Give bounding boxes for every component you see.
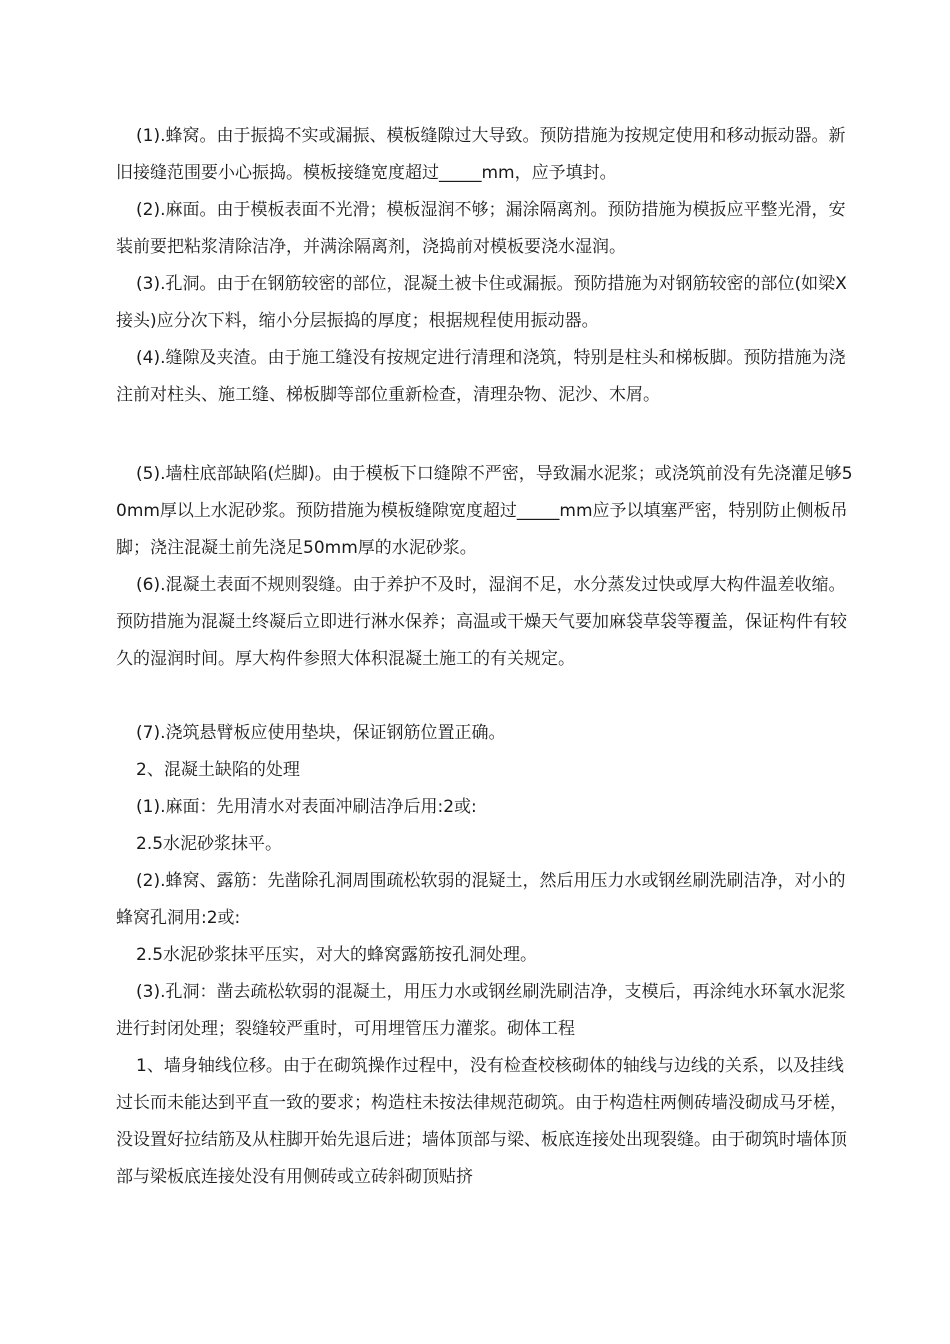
paragraph-treatment-holes: (3).孔洞：凿去疏松软弱的混凝土，用压力水或钢丝刷洗刷洁净，支模后，再涂纯水环氧水泥浆进行封闭处理；裂缝较严重时，可用埋管压力灌浆。砌体工程 xyxy=(116,982,846,1039)
paragraph-surface-cracks: (6).混凝土表面不规则裂缝。由于养护不及时，湿润不足，水分蒸发过快或厚大构件温差收缩。预防措施为混凝土终凝后立即进行淋水保养；高温或干燥天气要加麻袋草袋等覆盖，保证构件有较久的湿润时间。厚大构件参照大体积混凝土施工的有关规定。 xyxy=(116,575,847,669)
paragraph-treatment-pitted: (1).麻面：先用清水对表面冲刷洁净后用:2或: xyxy=(136,797,477,817)
paragraph-wall-column-base: (5).墙柱底部缺陷(烂脚)。由于模板下口缝隙不严密，导致漏水泥浆；或浇筑前没有先浇灌足够50mm厚以上水泥砂浆。预防措施为模板缝隙宽度超过_____mm应予以填塞严密，特别防止侧板吊脚；浇注混凝土前先浇足50mm厚的水泥砂浆。 xyxy=(116,464,853,558)
paragraph-holes: (3).孔洞。由于在钢筋较密的部位，混凝土被卡住或漏振。预防措施为对钢筋较密的部位(如梁X接头)应分次下料，缩小分层振捣的厚度；根据规程使用振动器。 xyxy=(116,274,847,331)
paragraph-treatment-honeycomb: (2).蜂窝、露筋：先凿除孔洞周围疏松软弱的混疑土，然后用压力水或钢丝刷洗刷洁净，对小的蜂窝孔洞用:2或: xyxy=(116,871,846,928)
paragraph-gaps-slag: (4).缝隙及夹渣。由于施工缝没有按规定进行清理和浇筑，特别是柱头和梯板脚。预防措施为浇注前对柱头、施工缝、梯板脚等部位重新检查，清理杂物、泥沙、木屑。 xyxy=(116,348,846,405)
paragraph-treatment-pitted-cont: 2.5水泥砂浆抹平。 xyxy=(136,834,283,854)
section-heading-defect-treatment: 2、混凝土缺陷的处理 xyxy=(136,760,300,780)
paragraph-honeycomb: (1).蜂窝。由于振捣不实或漏振、模板缝隙过大导致。预防措施为按规定使用和移动振动器。新旧接缝范围要小心振捣。模板接缝宽度超过_____mm，应予填封。 xyxy=(116,126,846,183)
paragraph-treatment-honeycomb-cont: 2.5水泥砂浆抹平压实，对大的蜂窝露筋按孔洞处理。 xyxy=(136,945,538,965)
paragraph-cantilever: (7).浇筑悬臂板应使用垫块，保证钢筋位置正确。 xyxy=(136,723,506,743)
paragraph-pitted-surface: (2).麻面。由于模板表面不光滑；模板湿润不够；漏涂隔离剂。预防措施为模扳应平整光滑，安装前要把粘浆清除洁净，并满涂隔离剂，浇捣前对模板要浇水湿润。 xyxy=(116,200,846,257)
paragraph-masonry-axis-shift: 1、墙身轴线位移。由于在砌筑操作过程中，没有检查校核砌体的轴线与边线的关系，以及挂线过长而未能达到平直一致的要求；构造柱未按法律规范砌筑。由于构造柱两侧砖墙没砌成马牙槎，没设置好拉结筋及从柱脚开始先退后进；墙体顶部与梁、板底连接处出现裂缝。由于砌筑时墙体顶部与梁板底连接处没有用侧砖或立砖斜砌顶贴挤 xyxy=(116,1056,847,1187)
